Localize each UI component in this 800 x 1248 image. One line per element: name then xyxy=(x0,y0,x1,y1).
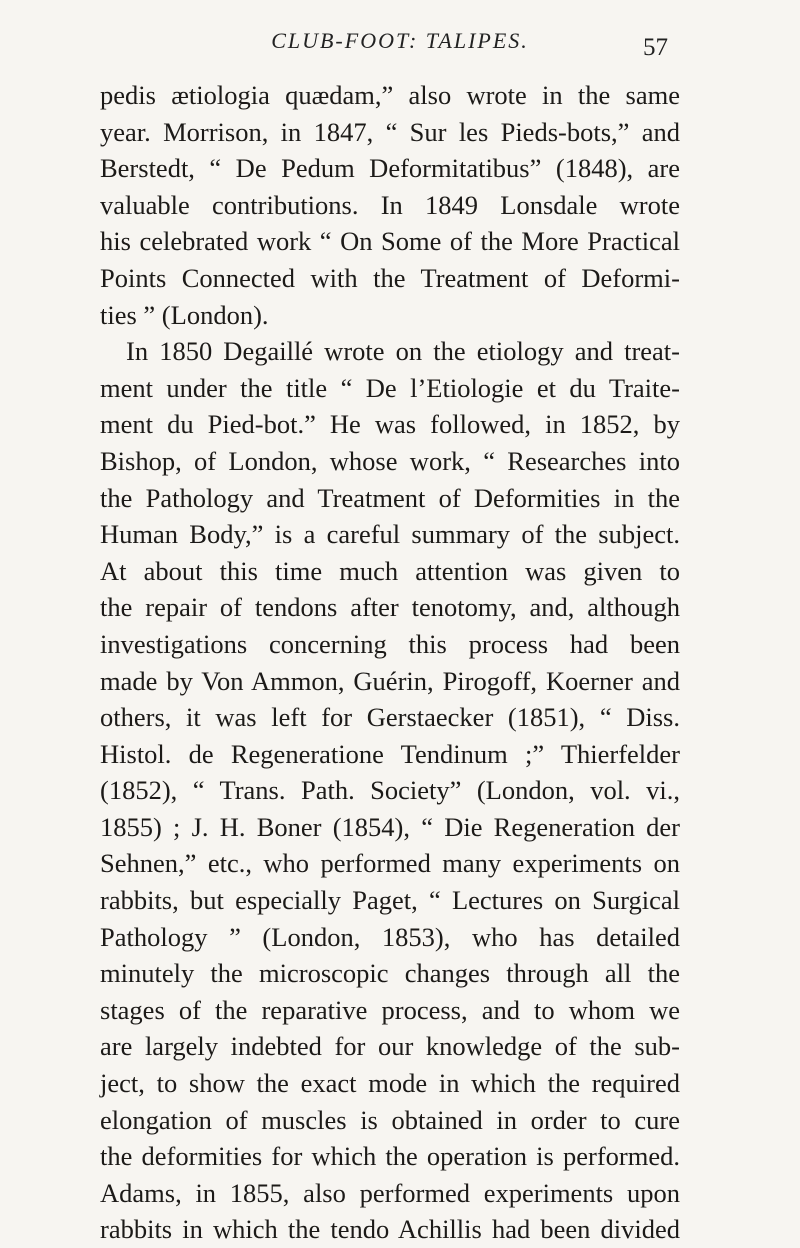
text-line: Pathology ” (London, 1853), who has detailed xyxy=(100,921,680,952)
text-line: rabbits, but especially Paget, “ Lectures on Surgical xyxy=(100,885,680,916)
text-line: the repair of tendons after tenotomy, and, although xyxy=(100,592,680,623)
text-line: ties ” (London). xyxy=(100,299,269,330)
text-line: Points Connected with the Treatment of Deformi- xyxy=(100,262,680,293)
text-line: (1852), “ Trans. Path. Society” (London, vol. vi., xyxy=(100,775,680,806)
text-line: his celebrated work “ On Some of the More Practical xyxy=(100,226,680,257)
text-line: Bishop, of London, whose work, “ Researches into xyxy=(100,445,680,476)
text-line: ject, to show the exact mode in which the required xyxy=(100,1068,680,1099)
text-line: pedis ætiologia quædam,” also wrote in the same xyxy=(100,80,680,110)
page-number: 57 xyxy=(643,34,668,61)
running-head: CLUB-FOOT: TALIPES. xyxy=(271,28,529,53)
text-line: valuable contributions. In 1849 Lonsdale wrote xyxy=(100,189,680,220)
body-text xyxy=(100,77,680,1248)
text-line: Histol. de Regeneratione Tendinum ;” Thierfelder xyxy=(100,738,680,769)
paragraph xyxy=(100,333,680,1248)
text-line: others, it was left for Gerstaecker (1851), “ Diss. xyxy=(100,702,680,733)
text-line: rabbits in which the tendo Achillis had been divided xyxy=(100,1214,680,1245)
text-line: At about this time much attention was given to xyxy=(100,555,680,586)
text-line: made by Von Ammon, Guérin, Pirogoff, Koerner and xyxy=(100,665,680,696)
paragraph xyxy=(100,77,680,333)
text-line: stages of the reparative process, and to whom we xyxy=(100,994,680,1025)
text-line: elongation of muscles is obtained in order to cure xyxy=(100,1104,680,1135)
text-line: minutely the microscopic changes through all the xyxy=(100,958,680,989)
text-line: Human Body,” is a careful summary of the subject. xyxy=(100,519,680,550)
text-line: are largely indebted for our knowledge of the sub- xyxy=(100,1031,680,1062)
text-line: investigations concerning this process had been xyxy=(100,628,680,659)
text-line: Berstedt, “ De Pedum Deformitatibus” (1848), are xyxy=(100,153,680,184)
text-line: ment under the title “ De l’Etiologie et du Traite- xyxy=(100,372,680,403)
text-line: 1855) ; J. H. Boner (1854), “ Die Regeneration der xyxy=(100,811,680,842)
text-line: ment du Pied-bot.” He was followed, in 1852, by xyxy=(100,409,680,440)
text-line: year. Morrison, in 1847, “ Sur les Pieds-bots,” and xyxy=(100,116,680,147)
text-line: the Pathology and Treatment of Deformities in the xyxy=(100,482,680,513)
page-header xyxy=(0,28,800,68)
text-line: Sehnen,” etc., who performed many experiments on xyxy=(100,848,680,879)
text-line: In 1850 Degaillé wrote on the etiology and treat- xyxy=(126,336,680,367)
text-line: the deformities for which the operation is performed. xyxy=(100,1141,680,1172)
text-line: Adams, in 1855, also performed experiments upon xyxy=(100,1177,680,1208)
